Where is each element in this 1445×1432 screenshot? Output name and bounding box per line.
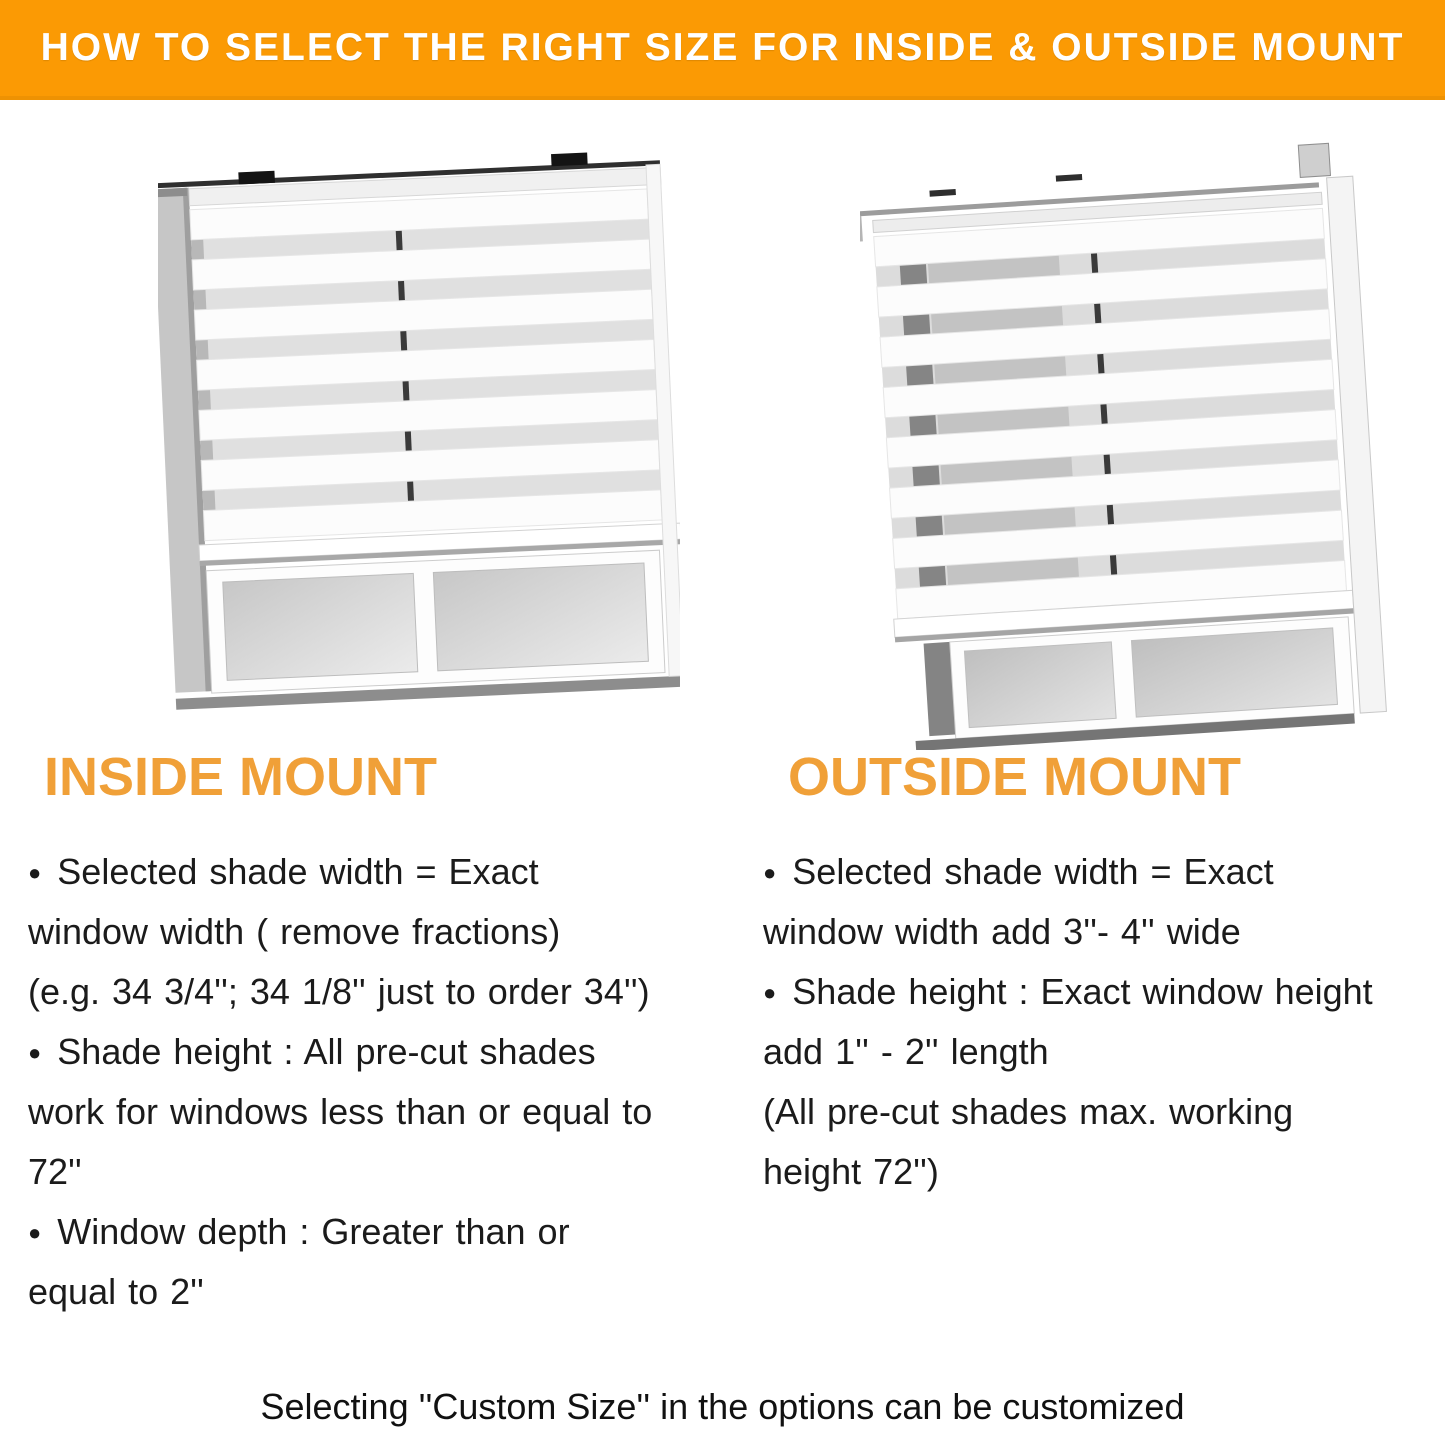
spec-text: height 72'') (763, 1151, 939, 1192)
outside-mount-illustration (860, 130, 1405, 750)
spec-line (28, 842, 718, 902)
bullet-icon: ● (28, 1220, 42, 1245)
zebra-shade (184, 188, 680, 566)
spec-line (28, 1022, 718, 1082)
spec-line (763, 1142, 1433, 1202)
inside-mount-window-graphic (158, 146, 680, 721)
spec-line (28, 1082, 718, 1142)
spec-line (763, 962, 1433, 1022)
spec-text: Shade height : Exact window height (792, 971, 1373, 1012)
spec-text: add 1'' - 2'' length (763, 1031, 1049, 1072)
bullet-icon: ● (763, 860, 777, 885)
spec-text: window width ( remove fractions) (28, 911, 561, 952)
spec-text: Selected shade width = Exact (57, 851, 539, 892)
mounting-bracket-icon (551, 153, 588, 167)
screw-mark-icon (1056, 174, 1083, 182)
spec-line (28, 1142, 718, 1202)
window-glass (206, 550, 665, 693)
spec-text: Window depth : Greater than or (57, 1211, 570, 1252)
inside-mount-illustration (158, 146, 680, 721)
spec-line (763, 1082, 1433, 1142)
spec-line (28, 962, 718, 1022)
spec-text: equal to 2'' (28, 1271, 204, 1312)
bullet-icon: ● (28, 860, 42, 885)
spec-line (28, 1262, 718, 1322)
spec-text: Selected shade width = Exact (792, 851, 1274, 892)
mounting-bracket-icon (1298, 143, 1330, 177)
spec-text: (All pre-cut shades max. working (763, 1091, 1294, 1132)
zebra-shade (870, 208, 1354, 642)
bullet-icon: ● (28, 1040, 42, 1065)
outside-mount-heading: OUTSIDE MOUNT (788, 747, 1241, 807)
spec-text: work for windows less than or equal to (28, 1091, 653, 1132)
screw-mark-icon (929, 189, 956, 197)
outside-mount-specs (763, 842, 1433, 1202)
custom-size-note: Selecting ''Custom Size'' in the options can be customized (260, 1386, 1185, 1427)
outside-mount-window-graphic (860, 130, 1405, 750)
spec-text: Shade height : All pre-cut shades (57, 1031, 596, 1072)
mounting-bracket-icon (238, 171, 275, 185)
spec-line (28, 1202, 718, 1262)
spec-line (28, 902, 718, 962)
banner (0, 0, 1445, 100)
spec-text: 72'' (28, 1151, 82, 1192)
banner-title: HOW TO SELECT THE RIGHT SIZE FOR INSIDE & OUTSIDE MOUNT (40, 26, 1405, 69)
spec-line (763, 1022, 1433, 1082)
inside-mount-specs (28, 842, 718, 1322)
spec-text: window width add 3''- 4'' wide (763, 911, 1241, 952)
inside-mount-heading: INSIDE MOUNT (44, 747, 438, 807)
spec-line (763, 842, 1433, 902)
spec-text: (e.g. 34 3/4''; 34 1/8'' just to order 34'') (28, 971, 650, 1012)
spec-line (763, 902, 1433, 962)
bullet-icon: ● (763, 980, 777, 1005)
